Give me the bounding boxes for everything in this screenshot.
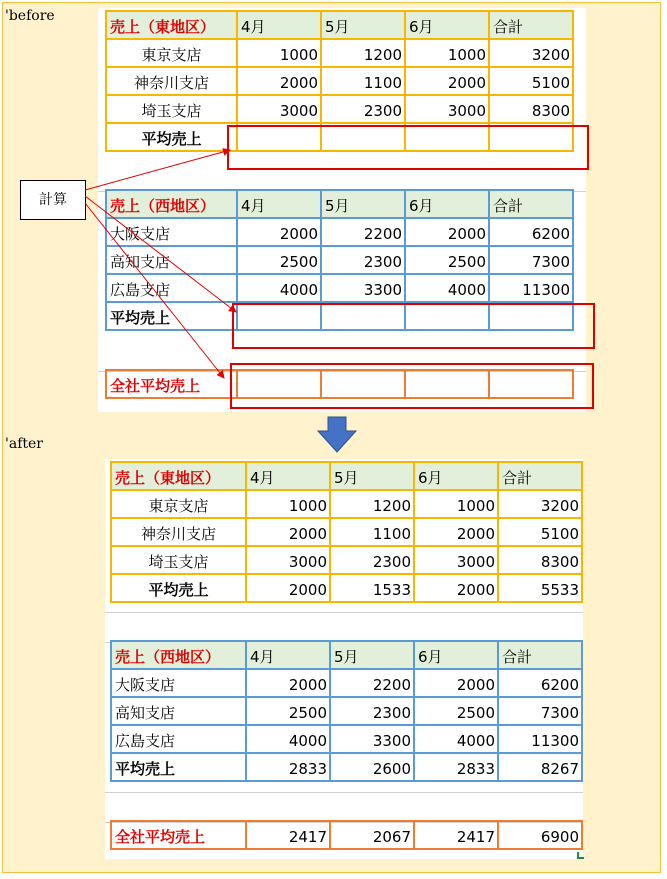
value-cell[interactable]: 2500 <box>236 245 322 275</box>
value-cell[interactable]: 2000 <box>245 573 331 603</box>
value-cell[interactable]: 5533 <box>497 573 583 603</box>
value-cell[interactable]: 2200 <box>329 668 415 698</box>
value-cell[interactable]: 3300 <box>320 273 406 303</box>
value-cell[interactable]: 4000 <box>404 273 490 303</box>
value-cell[interactable]: 2000 <box>404 66 490 96</box>
value-cell[interactable]: 2000 <box>413 668 499 698</box>
value-cell[interactable]: 4000 <box>413 724 499 754</box>
column-header-cell[interactable]: 4月 <box>236 189 322 219</box>
value-cell[interactable]: 2000 <box>236 66 322 96</box>
value-cell[interactable]: 4000 <box>245 724 331 754</box>
column-header-cell[interactable]: 6月 <box>413 461 499 491</box>
value-cell[interactable]: 3000 <box>245 545 331 575</box>
row-label-cell[interactable]: 全社平均売上 <box>105 369 238 399</box>
value-cell[interactable]: 2200 <box>320 217 406 247</box>
value-cell[interactable]: 2833 <box>413 752 499 782</box>
table-title-cell[interactable]: 売上（東地区） <box>105 10 238 40</box>
value-cell[interactable]: 1000 <box>413 489 499 519</box>
value-cell[interactable]: 2500 <box>404 245 490 275</box>
value-cell[interactable]: 2000 <box>245 517 331 547</box>
value-cell[interactable]: 3200 <box>488 38 574 68</box>
value-cell[interactable]: 2000 <box>404 217 490 247</box>
value-cell[interactable]: 7300 <box>488 245 574 275</box>
value-cell[interactable]: 6900 <box>497 820 583 850</box>
value-cell[interactable]: 2833 <box>245 752 331 782</box>
value-cell[interactable]: 5100 <box>497 517 583 547</box>
value-cell[interactable]: 1000 <box>245 489 331 519</box>
cell-corner-icon <box>578 852 584 858</box>
after-label: 'after <box>5 436 43 452</box>
column-header-cell[interactable]: 合計 <box>488 10 574 40</box>
arrow-to-east <box>85 150 230 190</box>
row-label-cell[interactable]: 平均売上 <box>105 122 238 152</box>
value-cell[interactable]: 1000 <box>404 38 490 68</box>
row-label-cell[interactable]: 埼玉支店 <box>105 94 238 124</box>
value-cell[interactable]: 2417 <box>245 820 331 850</box>
value-cell[interactable]: 2500 <box>413 696 499 726</box>
value-cell[interactable]: 2300 <box>320 94 406 124</box>
arrow-to-west <box>85 196 236 312</box>
row-label-cell[interactable]: 平均売上 <box>110 752 247 782</box>
column-header-cell[interactable]: 6月 <box>404 189 490 219</box>
value-cell[interactable]: 2300 <box>329 545 415 575</box>
value-cell[interactable]: 2600 <box>329 752 415 782</box>
column-header-cell[interactable]: 5月 <box>320 10 406 40</box>
column-header-cell[interactable]: 合計 <box>497 461 583 491</box>
row-label-cell[interactable]: 高知支店 <box>105 245 238 275</box>
value-cell[interactable]: 1100 <box>329 517 415 547</box>
value-cell[interactable]: 6200 <box>497 668 583 698</box>
column-header-cell[interactable]: 6月 <box>404 10 490 40</box>
row-label-cell[interactable]: 平均売上 <box>110 573 247 603</box>
column-header-cell[interactable]: 4月 <box>245 640 331 670</box>
value-cell[interactable]: 1200 <box>329 489 415 519</box>
row-label-cell[interactable]: 大阪支店 <box>105 217 238 247</box>
row-label-cell[interactable]: 大阪支店 <box>110 668 247 698</box>
row-label-cell[interactable]: 高知支店 <box>110 696 247 726</box>
row-label-cell[interactable]: 全社平均売上 <box>110 820 247 850</box>
value-cell[interactable]: 5100 <box>488 66 574 96</box>
value-cell[interactable]: 4000 <box>236 273 322 303</box>
value-cell[interactable]: 2067 <box>329 820 415 850</box>
value-cell[interactable]: 3000 <box>236 94 322 124</box>
value-cell[interactable]: 3200 <box>497 489 583 519</box>
value-cell[interactable]: 2000 <box>236 217 322 247</box>
column-header-cell[interactable]: 5月 <box>329 640 415 670</box>
value-cell[interactable]: 2300 <box>320 245 406 275</box>
value-cell[interactable]: 1000 <box>236 38 322 68</box>
value-cell[interactable]: 2000 <box>413 573 499 603</box>
table-title-cell[interactable]: 売上（西地区） <box>110 640 247 670</box>
value-cell[interactable]: 11300 <box>497 724 583 754</box>
row-label-cell[interactable]: 東京支店 <box>105 38 238 68</box>
before-label: 'before <box>5 8 55 24</box>
value-cell[interactable]: 2300 <box>329 696 415 726</box>
column-header-cell[interactable]: 5月 <box>320 189 406 219</box>
value-cell[interactable]: 3000 <box>404 94 490 124</box>
row-label-cell[interactable]: 埼玉支店 <box>110 545 247 575</box>
value-cell[interactable]: 1533 <box>329 573 415 603</box>
value-cell[interactable]: 2000 <box>413 517 499 547</box>
table-title-cell[interactable]: 売上（東地区） <box>110 461 247 491</box>
row-label-cell[interactable]: 広島支店 <box>110 724 247 754</box>
column-header-cell[interactable]: 6月 <box>413 640 499 670</box>
value-cell[interactable]: 6200 <box>488 217 574 247</box>
value-cell[interactable]: 3000 <box>413 545 499 575</box>
value-cell[interactable]: 7300 <box>497 696 583 726</box>
row-label-cell[interactable]: 神奈川支店 <box>105 66 238 96</box>
table-title-cell[interactable]: 売上（西地区） <box>105 189 238 219</box>
row-label-cell[interactable]: 広島支店 <box>105 273 238 303</box>
row-label-cell[interactable]: 平均売上 <box>105 301 238 331</box>
value-cell[interactable]: 2500 <box>245 696 331 726</box>
value-cell[interactable]: 8300 <box>488 94 574 124</box>
value-cell[interactable]: 2417 <box>413 820 499 850</box>
value-cell[interactable]: 8300 <box>497 545 583 575</box>
column-header-cell[interactable]: 4月 <box>236 10 322 40</box>
value-cell[interactable]: 2000 <box>245 668 331 698</box>
row-label-cell[interactable]: 神奈川支店 <box>110 517 247 547</box>
column-header-cell[interactable]: 5月 <box>329 461 415 491</box>
value-cell[interactable]: 1100 <box>320 66 406 96</box>
down-arrow-icon <box>318 417 356 452</box>
row-label-cell[interactable]: 東京支店 <box>110 489 247 519</box>
column-header-cell[interactable]: 4月 <box>245 461 331 491</box>
value-cell[interactable]: 1200 <box>320 38 406 68</box>
value-cell[interactable]: 8267 <box>497 752 583 782</box>
calc-callout-label: 計算 <box>39 192 67 208</box>
value-cell[interactable]: 3300 <box>329 724 415 754</box>
value-cell[interactable]: 11300 <box>488 273 574 303</box>
column-header-cell[interactable]: 合計 <box>488 189 574 219</box>
column-header-cell[interactable]: 合計 <box>497 640 583 670</box>
arrow-to-total <box>85 203 224 378</box>
